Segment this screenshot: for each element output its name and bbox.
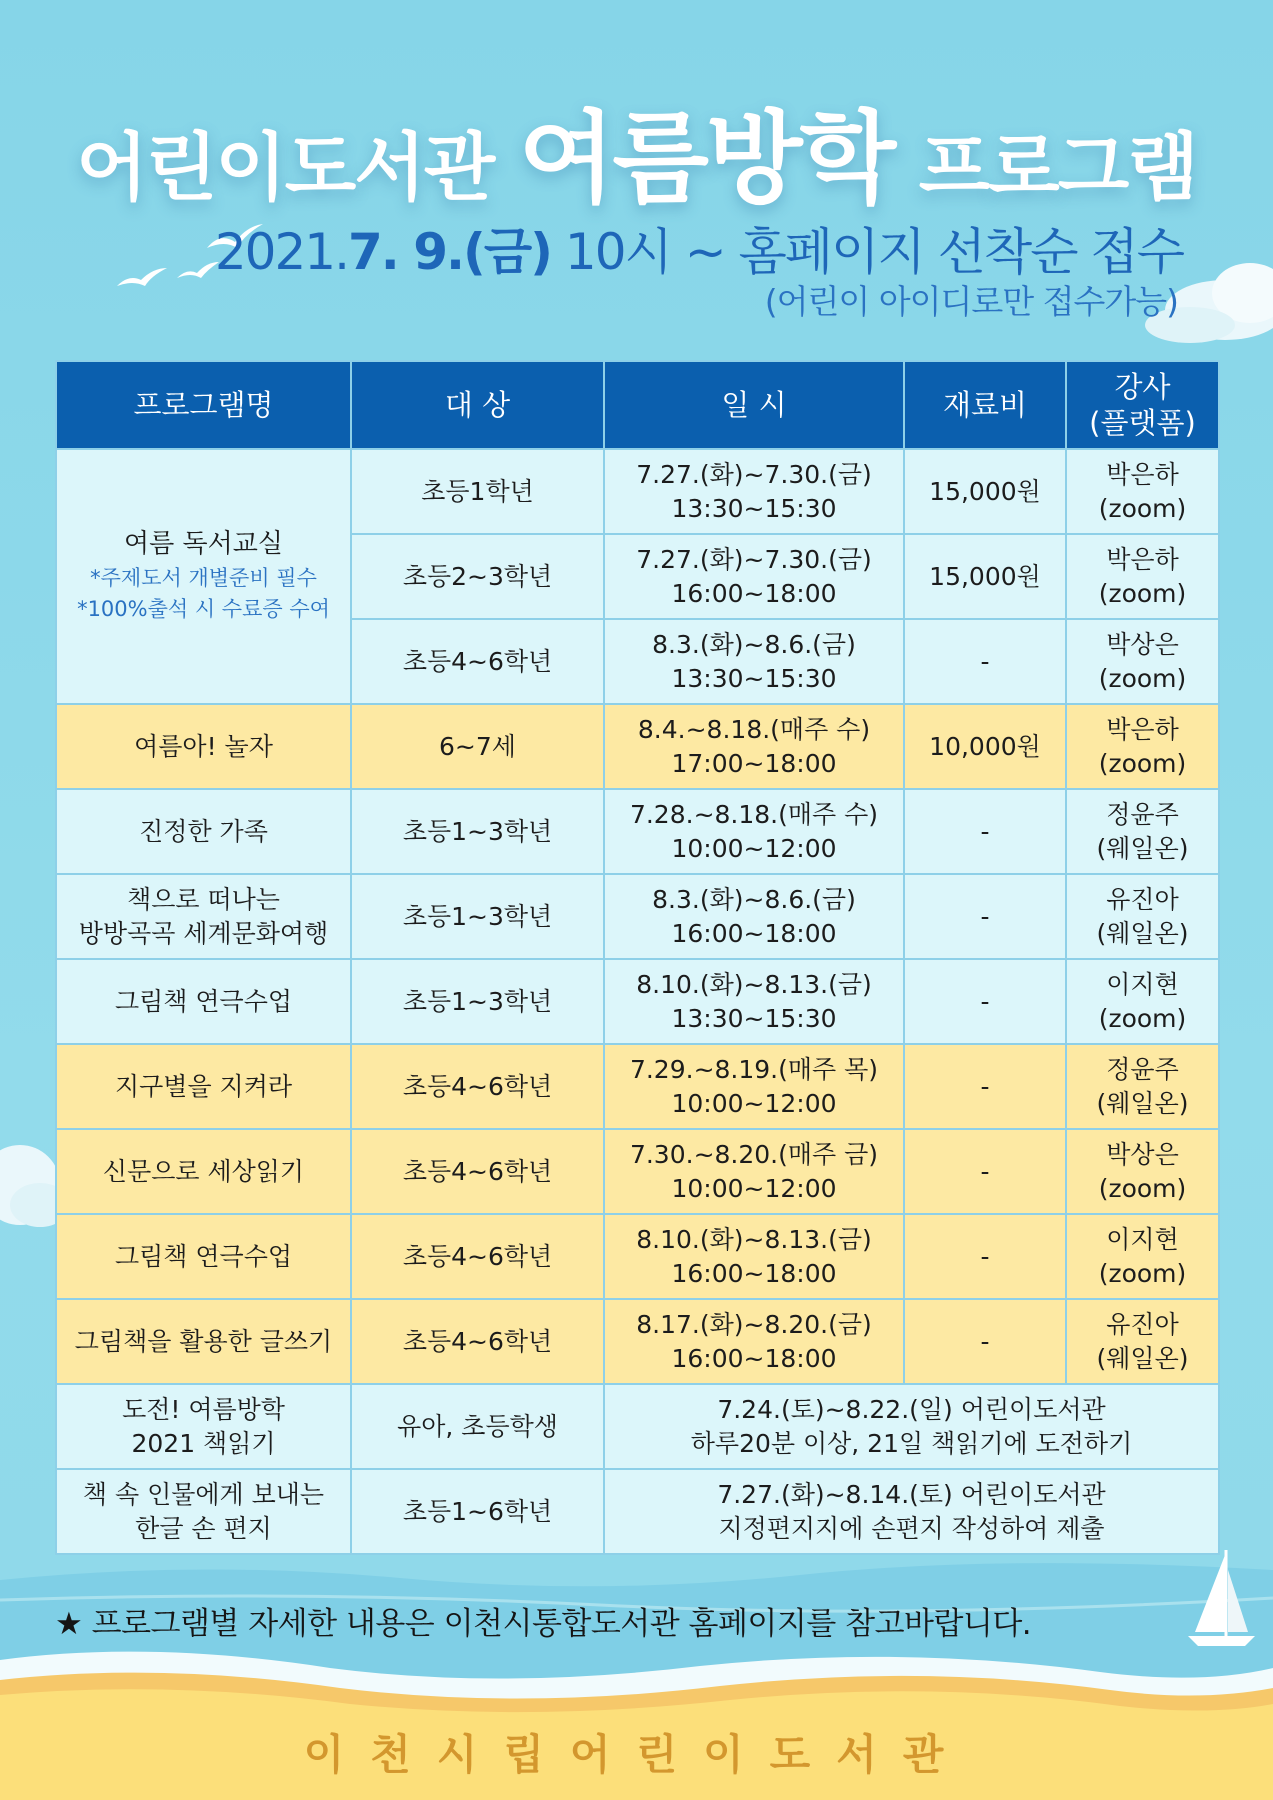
program-name-cell: 책으로 떠나는 방방곡곡 세계문화여행 <box>56 874 351 959</box>
header-instructor: 강사 (플랫폼) <box>1066 361 1219 449</box>
target-cell: 6~7세 <box>351 704 604 789</box>
header-schedule: 일 시 <box>604 361 904 449</box>
fee-cell: - <box>904 1214 1066 1299</box>
target-cell: 초등4~6학년 <box>351 1044 604 1129</box>
fee-cell: - <box>904 959 1066 1044</box>
target-cell: 유아, 초등학생 <box>351 1384 604 1469</box>
header-program: 프로그램명 <box>56 361 351 449</box>
fee-cell: - <box>904 1299 1066 1384</box>
target-cell: 초등1~3학년 <box>351 874 604 959</box>
program-name: 여름 독서교실 <box>124 529 283 560</box>
instructor-cell: 이지현 (zoom) <box>1066 1214 1219 1299</box>
target-cell: 초등1~3학년 <box>351 959 604 1044</box>
fee-cell: - <box>904 1129 1066 1214</box>
program-name-cell: 진정한 가족 <box>56 789 351 874</box>
schedule-cell: 7.27.(화)~7.30.(금) 13:30~15:30 <box>604 449 904 534</box>
instructor-cell: 박은하 (zoom) <box>1066 704 1219 789</box>
schedule-cell: 8.10.(화)~8.13.(금) 13:30~15:30 <box>604 959 904 1044</box>
target-cell: 초등4~6학년 <box>351 1129 604 1214</box>
instructor-cell: 박상은 (zoom) <box>1066 1129 1219 1214</box>
target-cell: 초등1~3학년 <box>351 789 604 874</box>
schedule-cell: 8.17.(화)~8.20.(금) 16:00~18:00 <box>604 1299 904 1384</box>
instructor-cell: 유진아 (웨일온) <box>1066 1299 1219 1384</box>
instructor-cell: 정윤주 (웨일온) <box>1066 789 1219 874</box>
target-cell: 초등4~6학년 <box>351 1214 604 1299</box>
instructor-cell: 박은하 (zoom) <box>1066 534 1219 619</box>
schedule-cell: 7.27.(화)~7.30.(금) 16:00~18:00 <box>604 534 904 619</box>
fee-cell: 15,000원 <box>904 449 1066 534</box>
program-name-cell: 책 속 인물에게 보내는 한글 손 편지 <box>56 1469 351 1554</box>
schedule-cell: 7.29.~8.19.(매주 목) 10:00~12:00 <box>604 1044 904 1129</box>
target-cell: 초등4~6학년 <box>351 1299 604 1384</box>
program-note: *100%출석 시 수료증 수여 <box>77 597 330 622</box>
program-name-cell: 그림책 연극수업 <box>56 1214 351 1299</box>
description-cell: 7.27.(화)~8.14.(토) 어린이도서관 지정편지지에 손편지 작성하여 제출 <box>604 1469 1219 1554</box>
schedule-cell: 8.10.(화)~8.13.(금) 16:00~18:00 <box>604 1214 904 1299</box>
program-name-cell: 여름아! 놀자 <box>56 704 351 789</box>
program-name-cell: 도전! 여름방학 2021 책읽기 <box>56 1384 351 1469</box>
registration-rest: 10시 ~ 홈페이지 선착순 접수 <box>564 223 1183 281</box>
header-target: 대 상 <box>351 361 604 449</box>
fee-cell: - <box>904 789 1066 874</box>
instructor-cell: 유진아 (웨일온) <box>1066 874 1219 959</box>
registration-year: 2021. <box>214 223 349 281</box>
instructor-cell: 정윤주 (웨일온) <box>1066 1044 1219 1129</box>
schedule-cell: 8.4.~8.18.(매주 수) 17:00~18:00 <box>604 704 904 789</box>
instructor-cell: 박상은 (zoom) <box>1066 619 1219 704</box>
fee-cell: 15,000원 <box>904 534 1066 619</box>
fee-cell: - <box>904 1044 1066 1129</box>
footnote: ★ 프로그램별 자세한 내용은 이천시통합도서관 홈페이지를 참고바랍니다. <box>55 1606 1032 1642</box>
schedule-cell: 7.30.~8.20.(매주 금) 10:00~12:00 <box>604 1129 904 1214</box>
library-name: 이천시립어린이도서관 <box>303 1730 970 1779</box>
fee-cell: - <box>904 874 1066 959</box>
instructor-cell: 이지현 (zoom) <box>1066 959 1219 1044</box>
title-part3: 프로그램 <box>918 125 1197 211</box>
instructor-cell: 박은하 (zoom) <box>1066 449 1219 534</box>
target-cell: 초등1학년 <box>351 449 604 534</box>
schedule-cell: 7.28.~8.18.(매주 수) 10:00~12:00 <box>604 789 904 874</box>
program-name-cell: 그림책을 활용한 글쓰기 <box>56 1299 351 1384</box>
header-fee: 재료비 <box>904 361 1066 449</box>
schedule-cell: 8.3.(화)~8.6.(금) 16:00~18:00 <box>604 874 904 959</box>
program-name-cell: 신문으로 세상읽기 <box>56 1129 351 1214</box>
target-cell: 초등2~3학년 <box>351 534 604 619</box>
description-cell: 7.24.(토)~8.22.(일) 어린이도서관 하루20분 이상, 21일 책읽기에 도전하기 <box>604 1384 1219 1469</box>
program-note: *주제도서 개별준비 필수 <box>90 565 317 590</box>
target-cell: 초등4~6학년 <box>351 619 604 704</box>
fee-cell: 10,000원 <box>904 704 1066 789</box>
title-part2: 여름방학 <box>518 100 894 217</box>
target-cell: 초등1~6학년 <box>351 1469 604 1554</box>
title-part1: 어린이도서관 <box>76 125 494 211</box>
fee-cell: - <box>904 619 1066 704</box>
program-name-cell: 그림책 연극수업 <box>56 959 351 1044</box>
registration-note: (어린이 아이디로만 접수가능) <box>764 282 1178 321</box>
schedule-cell: 8.3.(화)~8.6.(금) 13:30~15:30 <box>604 619 904 704</box>
program-name-cell: 지구별을 지켜라 <box>56 1044 351 1129</box>
registration-date: 7. 9.(금) <box>348 223 551 281</box>
